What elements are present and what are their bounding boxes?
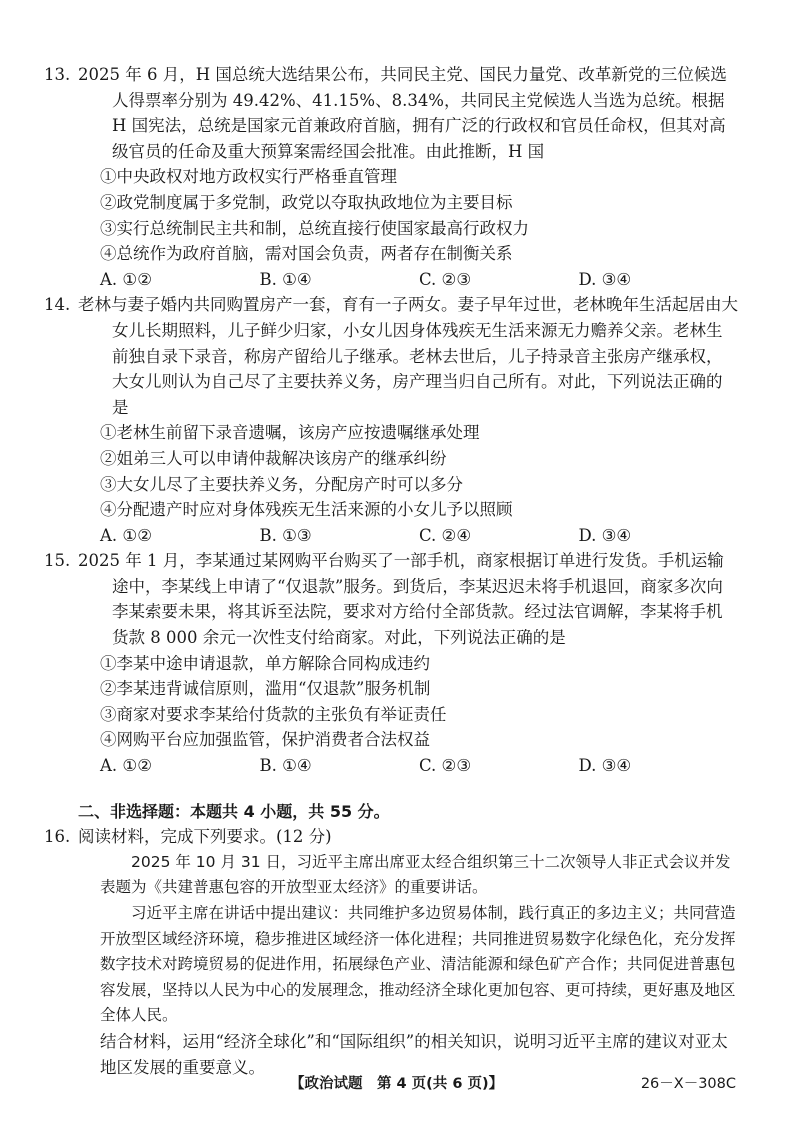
choice-d: D. ③④ [578, 269, 632, 289]
option-3: ③商家对要求李某给付货款的主张负有举证责任 [100, 704, 447, 724]
option-2: ②政党制度属于多党制，政党以夺取执政地位为主要目标 [100, 192, 513, 212]
question-stem: 2025 年 1 月，李某通过某网购平台购买了一部手机，商家根据订单进行发货。手机运输途中，李某线上申请了“仅退款”服务。到货后，李某迟迟未将手机退回，商家多次向李某索要未果，将其诉至法院，要求对方给付全部货款。经过法官调解，李某将手机货款 8 000 余元一次性支付给商家。对此，下列说法正确的是 [78, 551, 724, 648]
choice-d: D. ③④ [578, 525, 632, 545]
choice-c: C. ②③ [419, 756, 472, 776]
reading-material [78, 850, 738, 1029]
option-2: ②姐弟三人可以申请仲裁解决该房产的继承纠纷 [100, 448, 447, 468]
option-1: ①中央政权对地方政权实行严格垂直管理 [100, 167, 397, 187]
question-task: 结合材料，运用“经济全球化”和“国际组织”的相关知识，说明习近平主席的建议对亚太地区发展的重要意义。 [100, 1031, 728, 1077]
answer-choices [78, 523, 738, 549]
option-1: ①老林生前留下录音遗嘱，该房产应按遗嘱继承处理 [100, 423, 480, 443]
section-title: 二、非选择题：本题共 4 小题，共 55 分。 [78, 801, 390, 821]
choice-a: A. ①② [100, 269, 152, 289]
question-13: 13. 2025 年 6 月，H 国总统大选结果公布，共同民主党、国民力量党、改革新党的三位候选人得票率分别为 49.42%、41.15%、8.34%，共同民主党候选人当选为总统。根据 H 国宪法，总统是国家元首兼政府首脑，拥有广泛的行政权和官员任命权，但其对高级官员的任命及重大预算案需经国会批准。由此推断，H 国 ①中央政权对地方政权实行严格垂直管理 ②政党制度属于多党制，政党以夺取执政地位为主要目标 ③实行总统制民主共和制，总统直接行使国家最高行政权力 ④总统作为政府首脑，需对国会负责，两者存在制衡关系 A. ①② B. ①④ C. ②③ D. ③④ [78, 62, 738, 292]
material-paragraph: 2025 年 10 月 31 日，习近平主席出席亚太经合组织第三十二次领导人非正式会议并发表题为《共建普惠包容的开放型亚太经济》的重要讲话。 [100, 852, 731, 897]
question-16: 16. 阅读材料，完成下列要求。(12 分) 2025 年 10 月 31 日，习近平主席出席亚太经合组织第三十二次领导人非正式会议并发表题为《共建普惠包容的开放型亚太经济》的重要讲话。 习近平主席在讲话中提出建议：共同维护多边贸易体制，践行真正的多边主义；共同营造开放型区域经济环境，稳步推进区域经济一体化进程；共同推进贸易数字化绿色化，充分发挥数字技术对跨境贸易的促进作用，拓展绿色产业、清洁能源和绿色矿产合作；共同促进普惠包容发展，坚持以人民为中心的发展理念，推动经济全球化更加包容、更可持续，更好惠及地区全体人民。 结合材料，运用“经济全球化”和“国际组织”的相关知识，说明习近平主席的建议对亚太地区发展的重要意义。 [78, 824, 738, 1080]
option-4: ④总统作为政府首脑，需对国会负责，两者存在制衡关系 [100, 244, 513, 264]
material-paragraph: 习近平主席在讲话中提出建议：共同维护多边贸易体制，践行真正的多边主义；共同营造开放型区域经济环境，稳步推进区域经济一体化进程；共同推进贸易数字化绿色化，充分发挥数字技术对跨境贸易的促进作用，拓展绿色产业、清洁能源和绿色矿产合作；共同促进普惠包容发展，坚持以人民为中心的发展理念，推动经济全球化更加包容、更可持续，更好惠及地区全体人民。 [100, 904, 736, 1025]
choice-b: B. ①④ [259, 756, 312, 776]
option-3: ③实行总统制民主共和制，总统直接行使国家最高行政权力 [100, 218, 529, 238]
choice-b: B. ①④ [259, 269, 312, 289]
question-stem: 阅读材料，完成下列要求。(12 分) [78, 827, 332, 847]
option-2: ②李某违背诚信原则，滥用“仅退款”服务机制 [100, 679, 431, 699]
footer-page-info: 【政治试题 第 4 页(共 6 页)】 [290, 1076, 504, 1092]
question-stem: 老林与妻子婚内共同购置房产一套，育有一子两女。妻子早年过世，老林晚年生活起居由大女儿长期照料，儿子鲜少归家，小女儿因身体残疾无生活来源无力赡养父亲。老林生前独自录下录音，称房产留给儿子继承。老林去世后，儿子持录音主张房产继承权，大女儿则认为自己尽了主要扶养义务，房产理当归自己所有。对此，下列说法正确的是 [78, 295, 738, 417]
choice-a: A. ①② [100, 525, 152, 545]
option-1: ①李某中途申请退款，单方解除合同构成违约 [100, 653, 430, 673]
footer-paper-code: 26－X－308C [640, 1076, 736, 1092]
question-15: 15. 2025 年 1 月，李某通过某网购平台购买了一部手机，商家根据订单进行发货。手机运输途中，李某线上申请了“仅退款”服务。到货后，李某迟迟未将手机退回，商家多次向李某索要未果，将其诉至法院，要求对方给付全部货款。经过法官调解，李某将手机货款 8 000 余元一次性支付给商家。对此，下列说法正确的是 ①李某中途申请退款，单方解除合同构成违约 ②李某违背诚信原则，滥用“仅退款”服务机制 ③商家对要求李某给付货款的主张负有举证责任 ④网购平台应加强监管，保护消费者合法权益 A. ①② B. ①④ C. ②③ D. ③④ [78, 548, 738, 778]
option-4: ④网购平台应加强监管，保护消费者合法权益 [100, 730, 430, 750]
choice-a: A. ①② [100, 756, 152, 776]
answer-choices [78, 753, 738, 779]
choice-c: C. ②④ [419, 525, 472, 545]
choice-d: D. ③④ [578, 756, 632, 776]
choice-b: B. ①③ [259, 525, 312, 545]
choice-c: C. ②③ [419, 269, 472, 289]
option-3: ③大女儿尽了主要扶养义务，分配房产时可以多分 [100, 474, 463, 494]
question-14: 14. 老林与妻子婚内共同购置房产一套，育有一子两女。妻子早年过世，老林晚年生活起居由大女儿长期照料，儿子鲜少归家，小女儿因身体残疾无生活来源无力赡养父亲。老林生前独自录下录音，称房产留给儿子继承。老林去世后，儿子持录音主张房产继承权，大女儿则认为自己尽了主要扶养义务，房产理当归自己所有。对此，下列说法正确的是 ①老林生前留下录音遗嘱，该房产应按遗嘱继承处理 ②姐弟三人可以申请仲裁解决该房产的继承纠纷 ③大女儿尽了主要扶养义务，分配房产时可以多分 ④分配遗产时应对身体残疾无生活来源的小女儿予以照顾 A. ①② B. ①③ C. ②④ D. ③④ [78, 292, 738, 548]
answer-choices [78, 267, 738, 293]
question-stem: 2025 年 6 月，H 国总统大选结果公布，共同民主党、国民力量党、改革新党的三位候选人得票率分别为 49.42%、41.15%、8.34%，共同民主党候选人当选为总统。根据 H 国宪法，总统是国家元首兼政府首脑，拥有广泛的行政权和官员任命权，但其对高级官员的任命及重大预算案需经国会批准。由此推断，H 国 [78, 65, 727, 161]
option-4: ④分配遗产时应对身体残疾无生活来源的小女儿予以照顾 [100, 500, 513, 520]
